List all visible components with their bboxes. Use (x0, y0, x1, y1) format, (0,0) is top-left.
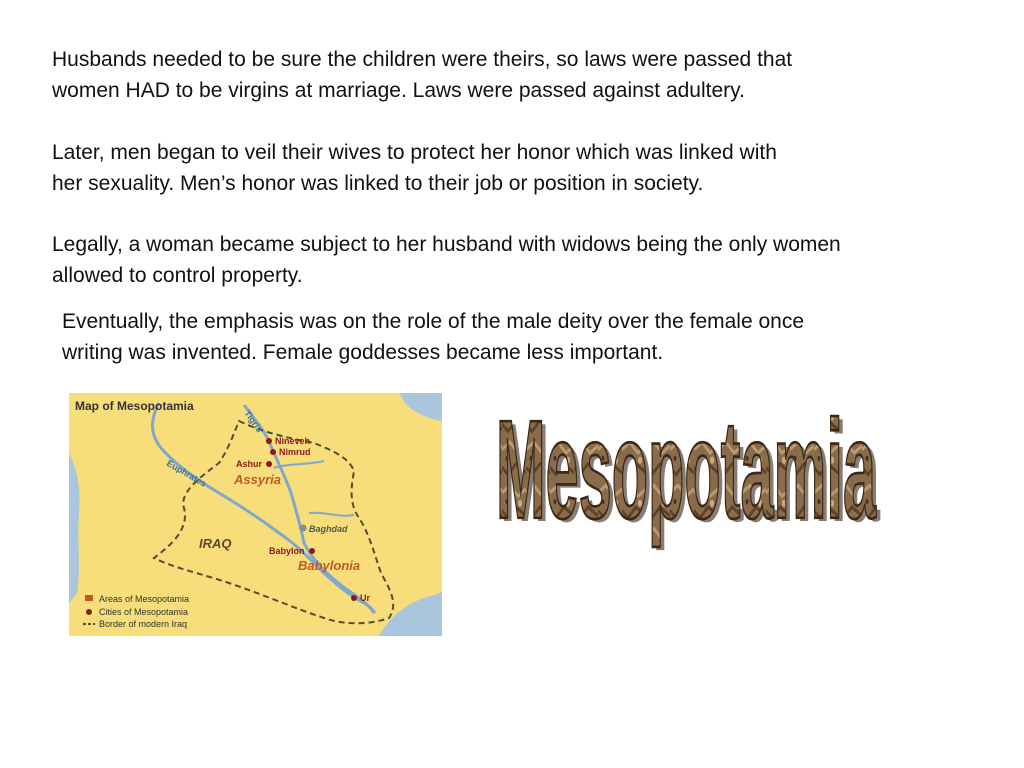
paragraph-veil-honor (52, 137, 777, 199)
text-line: Later, men began to veil their wives to protect her honor which was linked with (52, 141, 777, 164)
wordart-title (478, 405, 898, 585)
text-line: her sexuality. Men’s honor was linked to their job or position in society. (52, 172, 704, 195)
wordart-image (478, 405, 898, 585)
city-dot-nineveh (266, 438, 272, 444)
paragraph-virginity-laws (52, 44, 792, 106)
city-dot-ashur (266, 461, 272, 467)
region-label-assyria: Assyria (234, 472, 281, 487)
tigris-label: Tigris (242, 408, 265, 435)
city-label-ur: Ur (360, 593, 371, 603)
city-label-baghdad: Baghdad (309, 524, 348, 534)
city-label-ashur: Ashur (236, 459, 263, 469)
legend-swatch-areas (85, 595, 93, 601)
city-label-nineveh: Nineveh (275, 436, 311, 446)
city-dot-nimrud (270, 449, 276, 455)
city-label-babylon: Babylon (269, 546, 305, 556)
wordart-shadow: Mesopotamia (500, 405, 881, 552)
legend-swatch-cities (86, 609, 92, 615)
text-line: Eventually, the emphasis was on the role of the male deity over the female once (62, 310, 805, 333)
region-label-iraq: IRAQ (199, 536, 232, 551)
map-of-mesopotamia (69, 393, 442, 636)
legend-label-cities: Cities of Mesopotamia (99, 607, 189, 617)
region-label-babylonia: Babylonia (298, 558, 361, 573)
legend-label-border: Border of modern Iraq (99, 619, 188, 629)
city-dot-baghdad (300, 525, 307, 532)
paragraph-male-deity (62, 306, 804, 368)
city-dot-babylon (309, 548, 315, 554)
city-label-nimrud: Nimrud (279, 447, 311, 457)
wordart-text: Mesopotamia (496, 405, 877, 549)
city-dot-ur (351, 595, 357, 601)
paragraph-legal-status (52, 229, 841, 291)
text-line: Husbands needed to be sure the children were theirs, so laws were passed that (52, 48, 793, 71)
text-line: allowed to control property. (52, 264, 303, 287)
text-line: writing was invented. Female goddesses became less important. (62, 341, 664, 364)
legend-label-areas: Areas of Mesopotamia (99, 594, 190, 604)
euphrates-label: Euphrates (165, 458, 209, 489)
text-line: Legally, a woman became subject to her husband with widows being the only women (52, 233, 841, 256)
map-image (69, 393, 442, 636)
text-line: women HAD to be virgins at marriage. Laws were passed against adultery. (52, 79, 745, 102)
map-title: Map of Mesopotamia (75, 399, 194, 413)
